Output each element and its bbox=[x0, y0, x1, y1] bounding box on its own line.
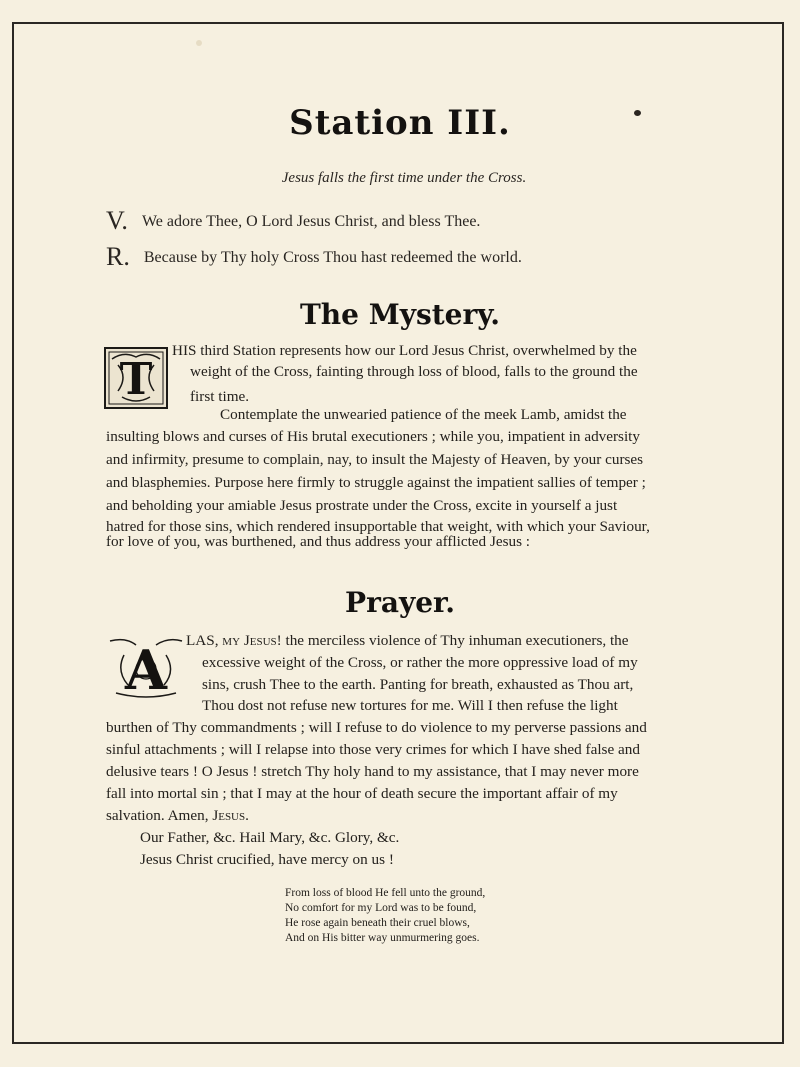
prayer-heading: Prayer. bbox=[345, 586, 455, 619]
prayer-closing-line: Our Father, &c. Hail Mary, &c. Glory, &c. bbox=[140, 829, 400, 846]
verse-line: And on His bitter way unmurmering goes. bbox=[285, 932, 480, 944]
prayer-dropcap-letter: A bbox=[125, 638, 167, 699]
mystery-dropcap bbox=[104, 347, 168, 409]
verse-line: From loss of blood He fell unto the ground, bbox=[285, 887, 486, 899]
prayer-amen-smallcaps: Jesus. bbox=[212, 807, 249, 824]
prayer-amen-start: salvation. Amen, bbox=[106, 807, 213, 824]
mystery-line: HIS third Station represents how our Lord Jesus Christ, overwhelmed by the bbox=[172, 342, 637, 359]
mystery-line: and blasphemies. Purpose here firmly to struggle against the impatient sallies of temper ; bbox=[106, 474, 646, 491]
station-subtitle: Jesus falls the first time under the Cross. bbox=[281, 170, 527, 186]
prayer-amen-line bbox=[106, 807, 249, 825]
prayer-line: fall into mortal sin ; that I may at the hour of death secure the important affair of my bbox=[106, 785, 618, 802]
mystery-line: and beholding your amiable Jesus prostrate under the Cross, excite in yourself a just bbox=[106, 497, 618, 514]
versicle-text: We adore Thee, O Lord Jesus Christ, and bless Thee. bbox=[141, 213, 481, 230]
prayer-line: excessive weight of the Cross, or rather the more oppressive load of my bbox=[202, 654, 638, 671]
response bbox=[106, 242, 522, 272]
prayer-first-line bbox=[186, 632, 629, 650]
mystery-line: Contemplate the unwearied patience of the meek Lamb, amidst the bbox=[220, 406, 627, 423]
station-title: Station III. bbox=[289, 103, 511, 143]
prayer-line: Thou dost not refuse new tortures for me. Will I then refuse the light bbox=[202, 697, 618, 714]
mystery-line: first time. bbox=[190, 388, 250, 405]
verse-line: He rose again beneath their cruel blows, bbox=[285, 917, 470, 929]
mystery-dropcap-letter: T bbox=[119, 354, 153, 405]
prayer-first-line-rest: ! the merciless violence of Thy inhuman executioners, the bbox=[276, 632, 629, 649]
mystery-line: weight of the Cross, fainting through loss of blood, falls to the ground the bbox=[190, 363, 638, 380]
prayer-line: sins, crush Thee to the earth. Panting for breath, exhausted as Thou art, bbox=[202, 676, 634, 693]
response-letter: R. bbox=[106, 242, 130, 271]
prayer-dropcap bbox=[106, 635, 186, 699]
prayer-closing-line: Jesus Christ crucified, have mercy on us ! bbox=[140, 851, 394, 868]
paper-stain bbox=[196, 40, 202, 46]
mystery-line: for love of you, was burthened, and thus address your afflicted Jesus : bbox=[106, 533, 531, 550]
response-text: Because by Thy holy Cross Thou hast redeemed the world. bbox=[143, 249, 522, 266]
versicle-letter: V. bbox=[106, 206, 128, 235]
prayer-first-line-smallcaps: my Jesus bbox=[222, 632, 277, 649]
mystery-line: insulting blows and curses of His brutal executioners ; while you, impatient in adversity bbox=[106, 428, 640, 445]
prayer-first-line-start: LAS, bbox=[186, 632, 223, 649]
prayer-line: delusive tears ! O Jesus ! stretch Thy holy hand to my assistance, that I may never more bbox=[106, 763, 639, 780]
mystery-line: hatred for those sins, which rendered insupportable that weight, with which your Saviour, bbox=[106, 518, 650, 535]
mystery-line: and infirmity, presume to complain, nay, to insult the Majesty of Heaven, by your curses bbox=[106, 451, 644, 468]
verse-line: No comfort for my Lord was to be found, bbox=[285, 902, 477, 914]
versicle bbox=[106, 206, 480, 236]
prayer-line: burthen of Thy commandments ; will I refuse to do violence to my perverse passions and bbox=[106, 719, 647, 736]
prayer-line: sinful attachments ; will I relapse into those very crimes for which I have shed false and bbox=[106, 741, 640, 758]
mystery-heading: The Mystery. bbox=[299, 298, 501, 331]
